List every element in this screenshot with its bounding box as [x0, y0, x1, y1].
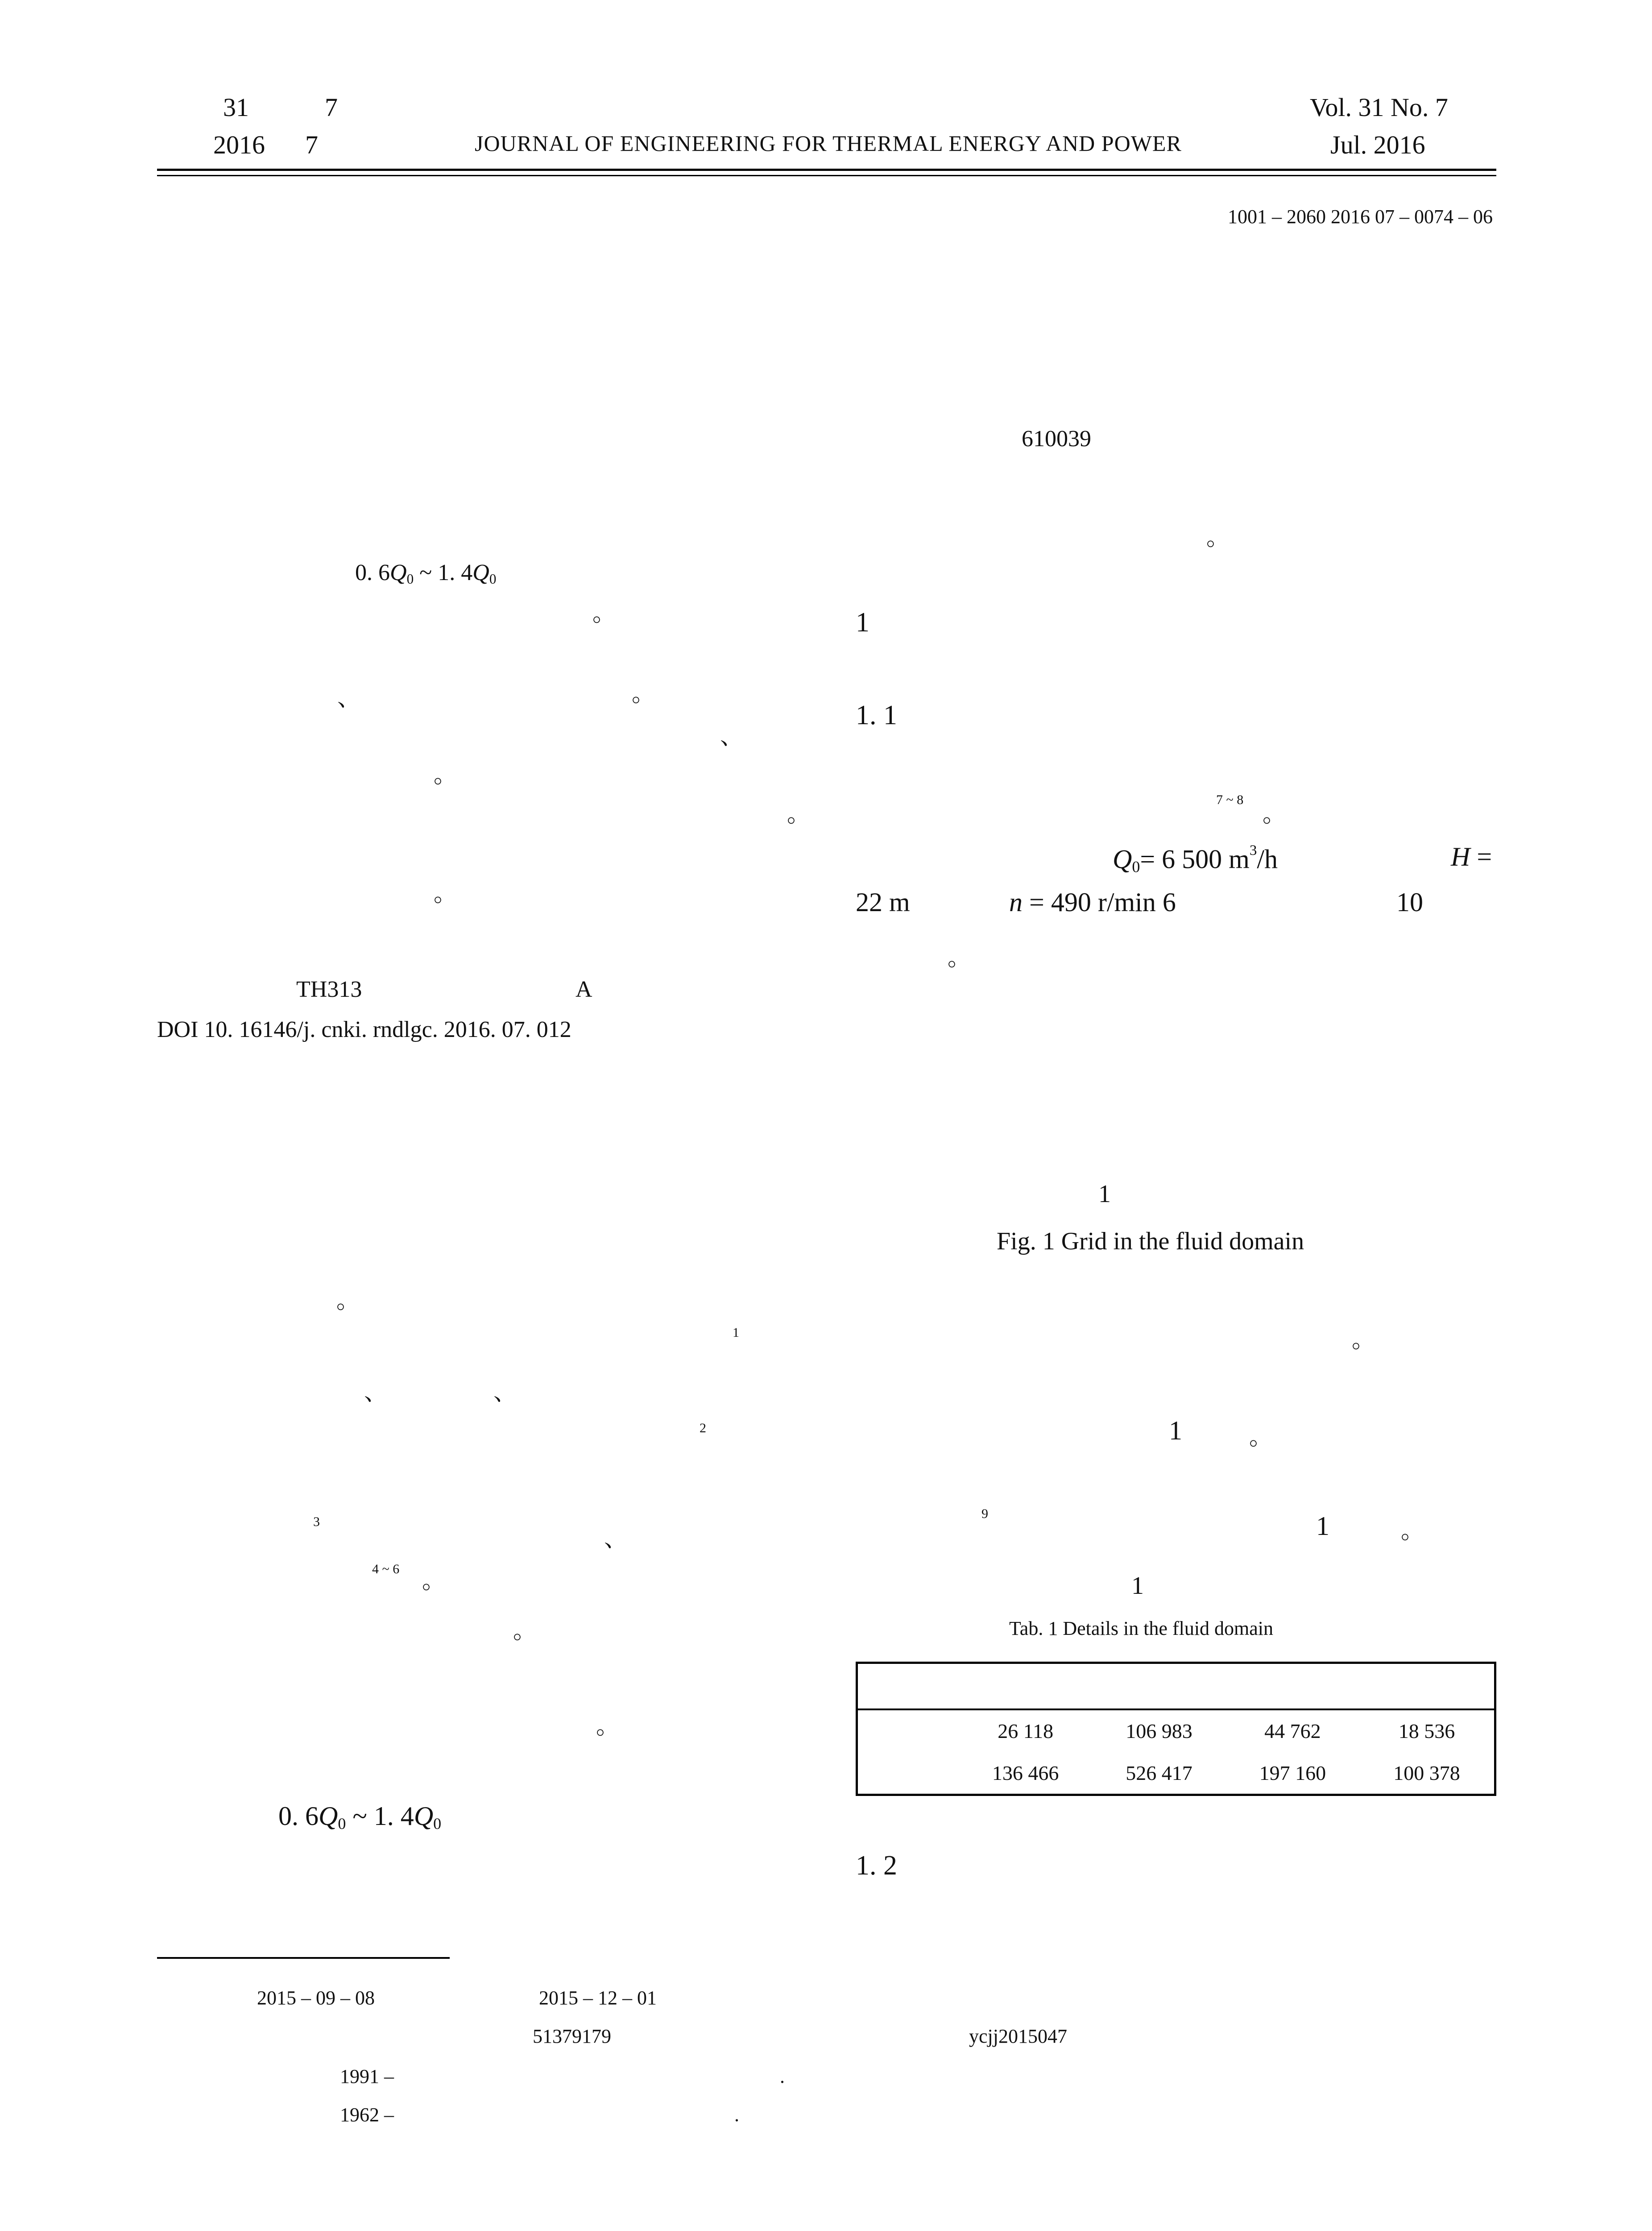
footnote-dot: . — [780, 2065, 785, 2087]
header-month-cn: 7 — [305, 130, 318, 159]
table-cell: 26 118 — [998, 1720, 1054, 1742]
table-1-caption: Tab. 1 Details in the fluid domain — [1009, 1617, 1274, 1639]
figure-1-number: 1 — [1098, 1180, 1111, 1208]
right-period: 。 — [1263, 802, 1286, 827]
ref-7-8: 7 ~ 8 — [1216, 792, 1244, 807]
abstract-dun: 、 — [720, 724, 744, 750]
fluid-domain-table — [856, 1662, 1496, 1796]
journal-title: JOURNAL OF ENGINEERING FOR THERMAL ENERGY AND POWER — [475, 131, 1182, 156]
intro-period: 。 — [596, 1714, 620, 1739]
intro-range: 0. $6Q_0$ ~ 1. $4Q_0$ — [278, 1801, 442, 1833]
figure-1-caption: Fig. 1 Grid in the fluid domain — [997, 1227, 1304, 1255]
section-1-2-heading: 1. 2 — [856, 1850, 897, 1881]
table-cell: 136 466 — [992, 1761, 1059, 1784]
ref-1: 1 — [733, 1325, 739, 1340]
design-speed: n = 490 r/min 6 — [1009, 887, 1176, 917]
design-head-label: H = — [1451, 842, 1492, 871]
abstract-period: 。 — [592, 601, 616, 626]
abstract-period: 。 — [632, 681, 655, 707]
document-code: A — [576, 977, 592, 1002]
abstract-period: 。 — [787, 802, 811, 827]
footnote-dot: . — [734, 2104, 739, 2126]
article-id: 1001 – 2060 2016 07 – 0074 – 06 — [1228, 206, 1493, 228]
intro-period: 。 — [336, 1288, 360, 1314]
received-date: 2015 – 09 – 08 — [257, 1987, 375, 2009]
header-volume-en: Vol. 31 No. 7 — [1310, 93, 1448, 122]
design-flow: $Q_0= 6$ 500 $m^3/h$ — [1113, 842, 1278, 876]
postcode: 610039 — [1022, 426, 1091, 452]
section-1-heading: 1 — [856, 607, 869, 638]
header-rule-top — [157, 169, 1496, 171]
header-rule-bottom — [157, 175, 1496, 176]
table-ref-1: 1 — [1169, 1416, 1182, 1445]
number-ten: 10 — [1396, 887, 1423, 917]
intro-dun: 、 — [364, 1380, 388, 1406]
revised-date: 2015 – 12 – 01 — [539, 1987, 657, 2009]
table-row — [857, 1752, 1495, 1795]
table-cell: 18 536 — [1398, 1720, 1455, 1742]
header-volume-cn: 31 — [223, 93, 249, 122]
table-cell: 197 160 — [1259, 1761, 1326, 1784]
right-period: 。 — [948, 945, 971, 971]
table-cell: 100 378 — [1393, 1761, 1460, 1784]
ref-4-6: 4 ~ 6 — [372, 1562, 400, 1576]
author-2-birth: 1962 – — [340, 2104, 394, 2126]
fund-number-2: ycjj2015047 — [969, 2025, 1067, 2047]
table-ref-1b: 1 — [1316, 1511, 1329, 1541]
ref-3: 3 — [313, 1514, 320, 1529]
ref-2: 2 — [700, 1421, 706, 1435]
table-1-number: 1 — [1131, 1572, 1144, 1600]
right-period: 。 — [1401, 1518, 1424, 1544]
right-period: 。 — [1249, 1425, 1273, 1450]
header-issue-cn: 7 — [325, 93, 338, 122]
fund-number: 51379179 — [533, 2025, 611, 2047]
table-cell: 44 762 — [1264, 1720, 1321, 1742]
abstract-period: 。 — [434, 881, 457, 907]
abstract-dun: 、 — [337, 686, 361, 711]
table-row — [857, 1709, 1495, 1752]
footnote-rule — [157, 1957, 450, 1959]
design-head-value: 22 m — [856, 887, 910, 917]
table-header-row — [857, 1663, 1495, 1709]
doi: DOI 10. 16146/j. cnki. rndlgc. 2016. 07. 012 — [157, 1017, 571, 1042]
intro-period: 。 — [513, 1618, 537, 1644]
section-1-1-heading: 1. 1 — [856, 700, 897, 730]
ref-9: 9 — [981, 1506, 988, 1521]
abstract-range: 0. $6Q_0$ ~ 1. $4Q_0$ — [355, 560, 497, 587]
clc-number: TH313 — [296, 977, 362, 1002]
header-year-cn: 2016 — [213, 130, 265, 159]
abstract-period: 。 — [434, 763, 457, 788]
intro-dun: 、 — [604, 1526, 628, 1552]
right-period: 。 — [1352, 1327, 1375, 1353]
table-cell: 106 983 — [1126, 1720, 1192, 1742]
intro-period: 。 — [422, 1568, 446, 1594]
table-cell: 526 417 — [1126, 1761, 1192, 1784]
right-period: 。 — [1206, 525, 1230, 551]
intro-dun: 、 — [493, 1380, 517, 1406]
author-1-birth: 1991 – — [340, 2065, 394, 2087]
header-date-en: Jul. 2016 — [1330, 130, 1425, 159]
